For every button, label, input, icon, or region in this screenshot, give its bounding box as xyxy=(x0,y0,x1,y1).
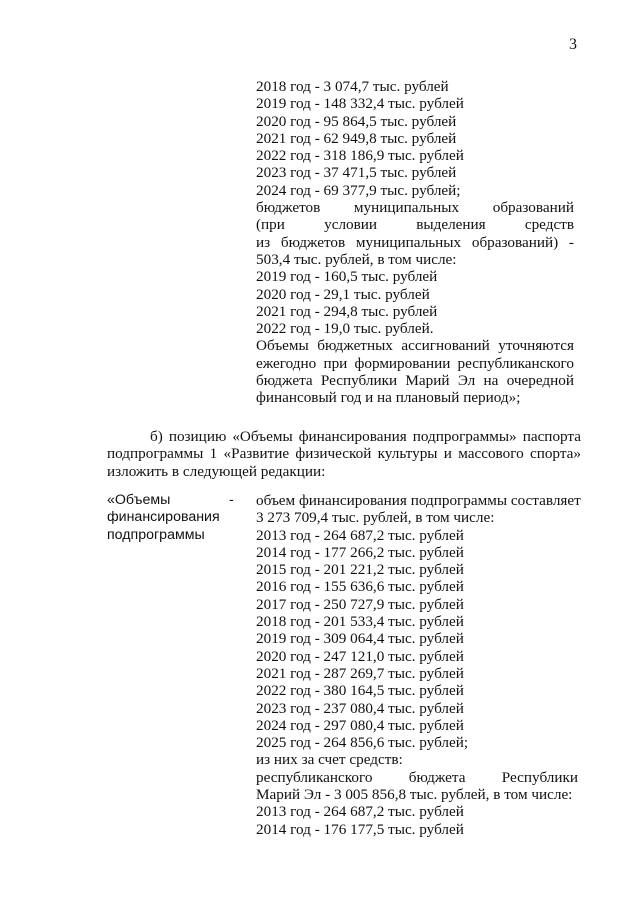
page-number: 3 xyxy=(569,36,577,53)
year-line-2019: 2019 год - 148 332,4 тыс. рублей xyxy=(256,95,464,113)
republic-year-2014: 2014 год - 176 177,5 тыс. рублей xyxy=(256,820,464,838)
intro-line-3: изложить в следующей редакции: xyxy=(107,462,326,480)
subprogram-funding-block xyxy=(256,492,581,838)
amendment-paragraph xyxy=(107,428,581,480)
municipal-year-2022: 2022 год - 19,0 тыс. рублей. xyxy=(256,320,434,338)
republic-budget-line: республиканского бюджета Республики xyxy=(256,768,578,786)
sources-line: из них за счет средств: xyxy=(256,751,403,769)
subprogram-total-line: 3 273 709,4 тыс. рублей, в том числе: xyxy=(256,509,495,527)
label-dash: - xyxy=(229,492,234,508)
municipal-line-1: бюджетов муниципальных образований xyxy=(256,199,574,217)
subprogram-year-2017: 2017 год - 250 727,9 тыс. рублей xyxy=(256,595,464,613)
subprogram-year-2022: 2022 год - 380 164,5 тыс. рублей xyxy=(256,682,464,700)
note-line-1: Объемы бюджетных ассигнований уточняются xyxy=(256,337,574,355)
subprogram-year-2016: 2016 год - 155 636,6 тыс. рублей xyxy=(256,578,464,596)
subprogram-year-2024: 2024 год - 297 080,4 тыс. рублей xyxy=(256,716,464,734)
municipal-total: 503,4 тыс. рублей, в том числе: xyxy=(256,250,457,268)
municipal-year-2021: 2021 год - 294,8 тыс. рублей xyxy=(256,302,438,320)
subprogram-year-2019: 2019 год - 309 064,4 тыс. рублей xyxy=(256,630,464,648)
year-line-2024: 2024 год - 69 377,9 тыс. рублей; xyxy=(256,181,461,199)
year-line-2020: 2020 год - 95 864,5 тыс. рублей xyxy=(256,112,457,130)
municipal-year-2019: 2019 год - 160,5 тыс. рублей xyxy=(256,268,438,286)
subprogram-year-2018: 2018 год - 201 533,4 тыс. рублей xyxy=(256,613,464,631)
subprogram-year-2023: 2023 год - 237 080,4 тыс. рублей xyxy=(256,699,464,717)
intro-line-2: подпрограммы 1 «Развитие физической культуры и массового спорта» xyxy=(107,445,581,463)
intro-line-1: б) позицию «Объемы финансирования подпрограммы» паспорта xyxy=(150,428,581,445)
note-line-2: ежегодно при формировании республиканского xyxy=(256,354,574,372)
note-line-4: финансовый год и на плановый период»; xyxy=(256,389,521,407)
subprogram-year-2021: 2021 год - 287 269,7 тыс. рублей xyxy=(256,664,464,682)
municipal-line-3: из бюджетов муниципальных образований) - xyxy=(256,233,574,251)
municipal-line-2: (при условии выделения средств xyxy=(256,216,574,234)
subprogram-year-2020: 2020 год - 247 121,0 тыс. рублей xyxy=(256,647,464,665)
subprogram-year-2015: 2015 год - 201 221,2 тыс. рублей xyxy=(256,561,464,579)
republic-year-2013: 2013 год - 264 687,2 тыс. рублей xyxy=(256,803,464,821)
subprogram-year-2025: 2025 год - 264 856,6 тыс. рублей; xyxy=(256,734,469,752)
municipal-year-2020: 2020 год - 29,1 тыс. рублей xyxy=(256,285,430,303)
republic-total-line: Марий Эл - 3 005 856,8 тыс. рублей, в том числе: xyxy=(256,786,573,804)
subprogram-year-2014: 2014 год - 177 266,2 тыс. рублей xyxy=(256,543,464,561)
year-line-2022: 2022 год - 318 186,9 тыс. рублей xyxy=(256,147,464,165)
year-line-2018: 2018 год - 3 074,7 тыс. рублей xyxy=(256,78,449,95)
funding-continuation-block xyxy=(256,78,574,407)
subprogram-year-2013: 2013 год - 264 687,2 тыс. рублей xyxy=(256,526,464,544)
label-line-1: «Объемы xyxy=(107,492,171,508)
label-line-2: финансирования xyxy=(107,509,220,526)
year-line-2023: 2023 год - 37 471,5 тыс. рублей xyxy=(256,164,457,182)
subprogram-intro-line: объем финансирования подпрограммы составляет xyxy=(256,492,581,509)
position-label xyxy=(107,492,239,544)
note-line-3: бюджета Республики Марий Эл на очередной xyxy=(256,372,574,390)
year-line-2021: 2021 год - 62 949,8 тыс. рублей xyxy=(256,129,457,147)
label-line-3: подпрограммы xyxy=(107,526,205,543)
